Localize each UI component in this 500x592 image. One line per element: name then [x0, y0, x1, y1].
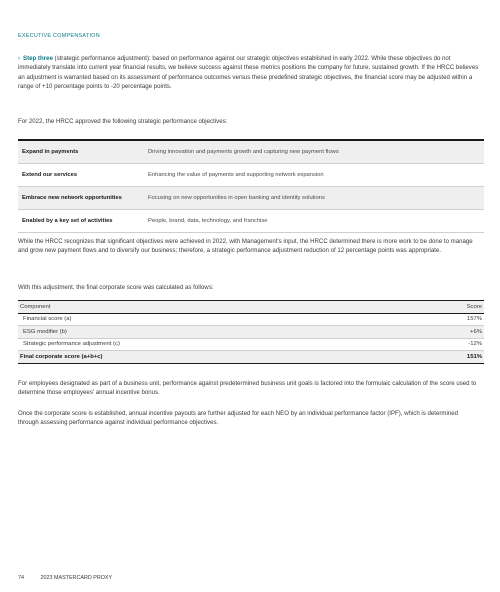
- objective-key: Embrace new network opportunities: [18, 187, 144, 210]
- objective-key: Expand in payments: [18, 140, 144, 164]
- score-cell: -12%: [411, 338, 484, 351]
- recognition-paragraph: While the HRCC recognizes that significant objectives were achieved in 2022, with Management's input, the HRCC determined there is more work to be done to manage and grow new payment flows and to diversify our business; therefore, a strategic performance adjustment reduction of 12 percentage points was appropriate.: [18, 238, 473, 255]
- total-row: [18, 351, 484, 364]
- objective-value: Focusing on new opportunities in open banking and identity solutions: [144, 187, 484, 210]
- table-row: [18, 164, 484, 187]
- objective-key: Enabled by a key set of activities: [18, 210, 144, 233]
- objective-value: People, brand, data, technology, and franchise: [144, 210, 484, 233]
- column-header-score: Score: [411, 301, 484, 314]
- business-unit-paragraph: For employees designated as part of a business unit, performance against predetermined business unit goals is factored into the formulaic calculation of the score used to determine those employees' annual incentive bonus.: [18, 380, 477, 397]
- footer-title: 2023 MASTERCARD PROXY: [40, 575, 113, 581]
- table-row: [18, 313, 484, 326]
- page-footer: [18, 575, 112, 581]
- component-cell: Strategic performance adjustment (c): [18, 338, 411, 351]
- objective-value: Enhancing the value of payments and supporting network expansion: [144, 164, 484, 187]
- page-number: 74: [18, 575, 24, 581]
- objectives-table: [18, 139, 484, 233]
- table-row: [18, 338, 484, 351]
- total-component-cell: Final corporate score (a+b+c): [18, 351, 411, 364]
- objectives-intro: For 2022, the HRCC approved the following strategic performance objectives:: [18, 118, 228, 125]
- total-score-cell: 151%: [411, 351, 484, 364]
- step-heading: Step three: [23, 55, 53, 62]
- component-cell: ESG modifier (b): [18, 326, 411, 339]
- step-text: (strategic performance adjustment): based on performance against our strategic objectives established in early 2022. While these objectives do not immediately translate into current year financial results, we believe success against these metrics positions the company for future, sustained growth. If the HRCC believes an adjustment is warranted based on its assessment of performance outcomes versus these predefined strategic objectives, the financial score may be adjusted within a range of +10 percentage points to -20 percentage points.: [18, 55, 479, 91]
- objective-value: Driving innovation and payments growth and capturing new payment flows: [144, 140, 484, 164]
- table-row: [18, 187, 484, 210]
- objective-key: Extend our services: [18, 164, 144, 187]
- table-row: [18, 326, 484, 339]
- table-row: [18, 210, 484, 233]
- score-cell: +6%: [411, 326, 484, 339]
- bullet-arrow-icon: ›: [18, 55, 21, 62]
- score-cell: 157%: [411, 313, 484, 326]
- table-row: [18, 140, 484, 164]
- section-label: EXECUTIVE COMPENSATION: [18, 33, 100, 39]
- step-three-paragraph: [18, 54, 480, 92]
- table-header-row: [18, 301, 484, 314]
- ipf-paragraph: Once the corporate score is established, annual incentive payouts are further adjusted for each NEO by an individual performance factor (IPF), which is determined through assessing performance against individual performance objectives.: [18, 410, 458, 427]
- column-header-component: Component: [18, 301, 411, 314]
- component-cell: Financial score (a): [18, 313, 411, 326]
- calculation-intro: With this adjustment, the final corporate score was calculated as follows:: [18, 284, 214, 291]
- score-table: [18, 300, 484, 364]
